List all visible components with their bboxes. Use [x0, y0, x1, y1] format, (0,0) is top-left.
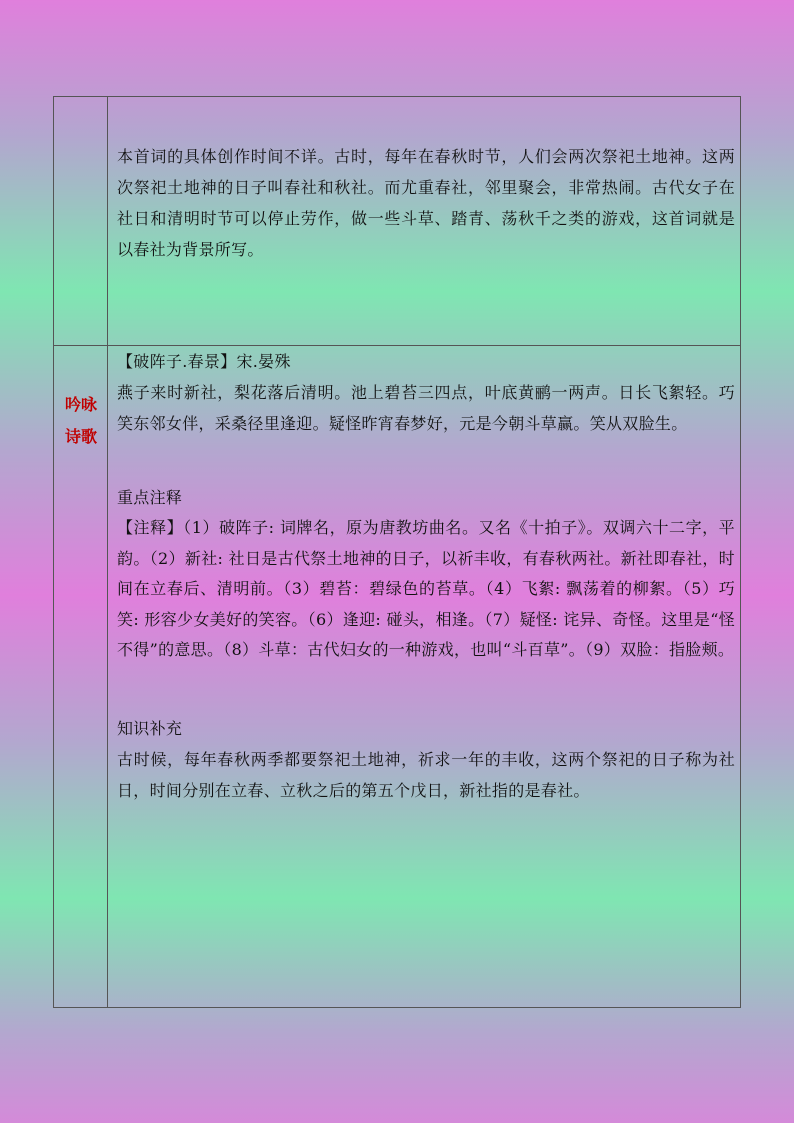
knowledge-text: 古时候，每年春秋两季都要祭祀土地神，祈求一年的丰收，这两个祭祀的日子称为社日，时间分别在立春、立秋之后的第五个戊日，新社指的是春社。: [117, 749, 735, 800]
poem-title: 【破阵子.春景】宋.晏殊: [117, 352, 291, 371]
side-column: [54, 97, 108, 1007]
background-paragraph: 本首词的具体创作时间不详。古时，每年在春秋时节，人们会两次祭祀土地神。这两次祭祀土地神的日子叫春社和秋社。而尤重春社，邻里聚会，非常热闹。古代女子在社日和清明时节可以停止劳作，做一些斗草、踏青、荡秋千之类的游戏，这首词就是以春社为背景所写。: [117, 147, 735, 259]
notes-text: 【注释】（1）破阵子: 词牌名，原为唐教坊曲名。又名《十拍子》。双调六十二字，平韵。（2）新社: 社日是古代祭土地神的日子，以祈丰收，有春秋两社。新社即春社，时间在立春后、清明前。（3）碧苔：碧绿色的苔草。（4）飞絮: 飘荡着的柳絮。（5）巧笑: 形容少女美好的笑容。（6）逢迎: 碰头，相逢。（7）疑怪: 诧异、奇怪。这里是“怪不得”的意思。（8）斗草：古代妇女的一种游戏，也叫“斗百草”。（9）双脸：指脸颊。: [117, 518, 735, 659]
section-label-line2: 诗歌: [64, 427, 97, 446]
notes-heading: 重点注释: [117, 488, 183, 507]
section-label-line1: 吟咏: [64, 395, 97, 414]
poem-text: 燕子来时新社，梨花落后清明。池上碧苔三四点，叶底黄鹂一两声。日长飞絮轻。巧笑东邻女伴，采桑径里逢迎。疑怪昨宵春梦好，元是今朝斗草赢。笑从双脸生。: [117, 383, 735, 433]
spacer: [117, 666, 735, 713]
knowledge-heading: 知识补充: [117, 718, 183, 738]
section-label: [54, 389, 108, 453]
spacer: [117, 439, 735, 482]
background-section: [117, 141, 735, 265]
content-table: [53, 96, 741, 1008]
row-divider: [54, 345, 740, 346]
poem-section: [117, 347, 735, 806]
